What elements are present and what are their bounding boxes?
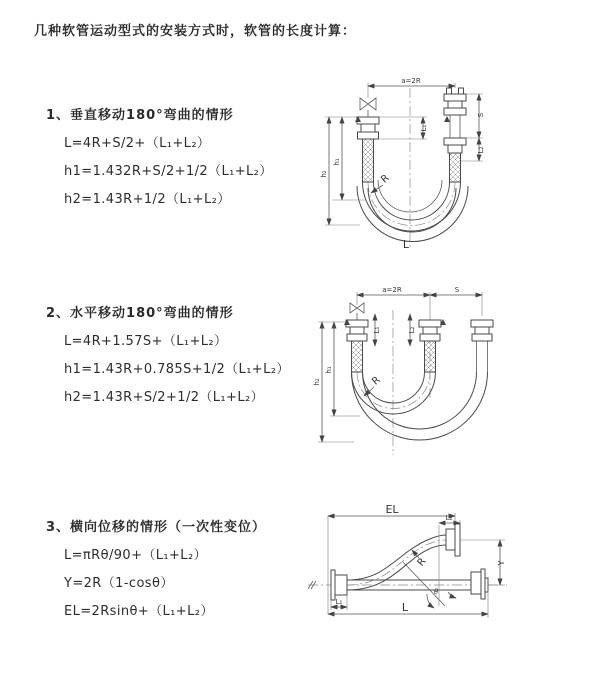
- dim-label-l1: L₁: [373, 326, 381, 334]
- length-label: L: [402, 238, 410, 251]
- hose-curve: [347, 535, 446, 580]
- flange-right: [471, 320, 493, 341]
- dim-label-s: S: [477, 112, 485, 118]
- valve-icon: [360, 98, 376, 117]
- dim-label-h2: h₂: [320, 170, 328, 178]
- flange: [357, 117, 379, 124]
- bolt: [459, 88, 464, 94]
- hose-curve: [347, 545, 446, 590]
- section-2-heading: 2、水平移动180°弯曲的情形: [46, 306, 234, 321]
- flange-nut: [358, 132, 379, 139]
- braided-hose-left: [352, 341, 363, 372]
- dim-label-el: EL: [385, 503, 399, 516]
- dim-label-l2: L₂: [477, 146, 485, 154]
- valve-icon: [350, 303, 364, 320]
- dim-label-y: Y: [497, 560, 506, 566]
- flange-neck: [448, 145, 462, 153]
- flange-neck: [361, 124, 375, 132]
- dim-label-l1: L₁: [420, 124, 428, 132]
- flange-hub: [446, 529, 455, 550]
- dim-label-l1: L₁: [335, 598, 343, 606]
- hose-arc: [363, 182, 461, 231]
- section-2-formula-h1: h1=1.43R+0.785S+1/2（L₁+L₂）: [64, 362, 290, 377]
- dim-label-a2r: a=2R: [382, 286, 402, 294]
- section-1-heading: 1、垂直移动180°弯曲的情形: [46, 108, 234, 123]
- diagram-lateral-displacement: [302, 498, 600, 640]
- stud-rods: [450, 115, 460, 138]
- flange-left: [346, 320, 368, 341]
- hose-wall: [477, 341, 488, 372]
- radius-label: R: [415, 556, 429, 569]
- flange-plate: [481, 569, 485, 599]
- flange-middle: [419, 320, 441, 341]
- braided-hose-middle: [425, 341, 436, 372]
- diagram-vertical-bend: [298, 62, 590, 262]
- radius-label: R: [379, 172, 392, 186]
- flange-hub: [335, 575, 347, 595]
- flange-plate: [455, 524, 460, 556]
- flange-plate: [331, 570, 335, 600]
- section-3-formula-L: L=πRθ/90+（L₁+L₂）: [64, 548, 207, 563]
- hose-arc: [374, 182, 450, 220]
- section-3-formula-Y: Y=2R（1-cosθ）: [64, 576, 174, 591]
- page-title: 几种软管运动型式的安装方式时，软管的长度计算：: [34, 24, 357, 39]
- dim-label-h2: h₂: [313, 378, 321, 386]
- dim-label-l2: L₂: [408, 326, 416, 334]
- angle-arc: [448, 592, 456, 598]
- flange: [444, 94, 466, 101]
- section-1-formula-h1: h1=1.432R+S/2+1/2（L₁+L₂）: [64, 164, 273, 179]
- bolt: [447, 88, 452, 94]
- dim-label-h1: h₁: [325, 366, 333, 374]
- hose-arc: [352, 372, 436, 414]
- braided-hose-right: [450, 153, 461, 182]
- angle-label: θ: [433, 588, 439, 596]
- dim-label-h1: h₁: [333, 158, 341, 166]
- flange-stub: [485, 578, 488, 592]
- section-3-heading: 3、横向位移的情形（一次性变位）: [46, 520, 267, 535]
- section-1-formula-h2: h2=1.43R+1/2（L₁+L₂）: [64, 192, 231, 207]
- section-2-formula-L: L=4R+1.57S+（L₁+L₂）: [64, 334, 228, 349]
- flange-neck: [448, 101, 462, 108]
- section-3-formula-EL: EL=2Rsinθ+（L₁+L₂）: [64, 604, 214, 619]
- dim-label-l2: L₂: [445, 514, 453, 522]
- dim-label-a2r: a=2R: [401, 77, 421, 85]
- flange-nut: [444, 138, 466, 145]
- dim-label-l: L: [401, 601, 409, 614]
- diagram-horizontal-bend: [296, 280, 594, 472]
- radius-label: R: [370, 374, 383, 388]
- angle-arc: [427, 594, 434, 608]
- braided-hose-left: [363, 139, 374, 182]
- flange: [444, 108, 466, 115]
- section-2-formula-h2: h2=1.43R+S/2+1/2（L₁+L₂）: [64, 390, 264, 405]
- dim-label-s: S: [454, 286, 460, 294]
- section-1-formula-L: L=4R+S/2+（L₁+L₂）: [64, 136, 211, 151]
- flange-hub: [471, 572, 481, 594]
